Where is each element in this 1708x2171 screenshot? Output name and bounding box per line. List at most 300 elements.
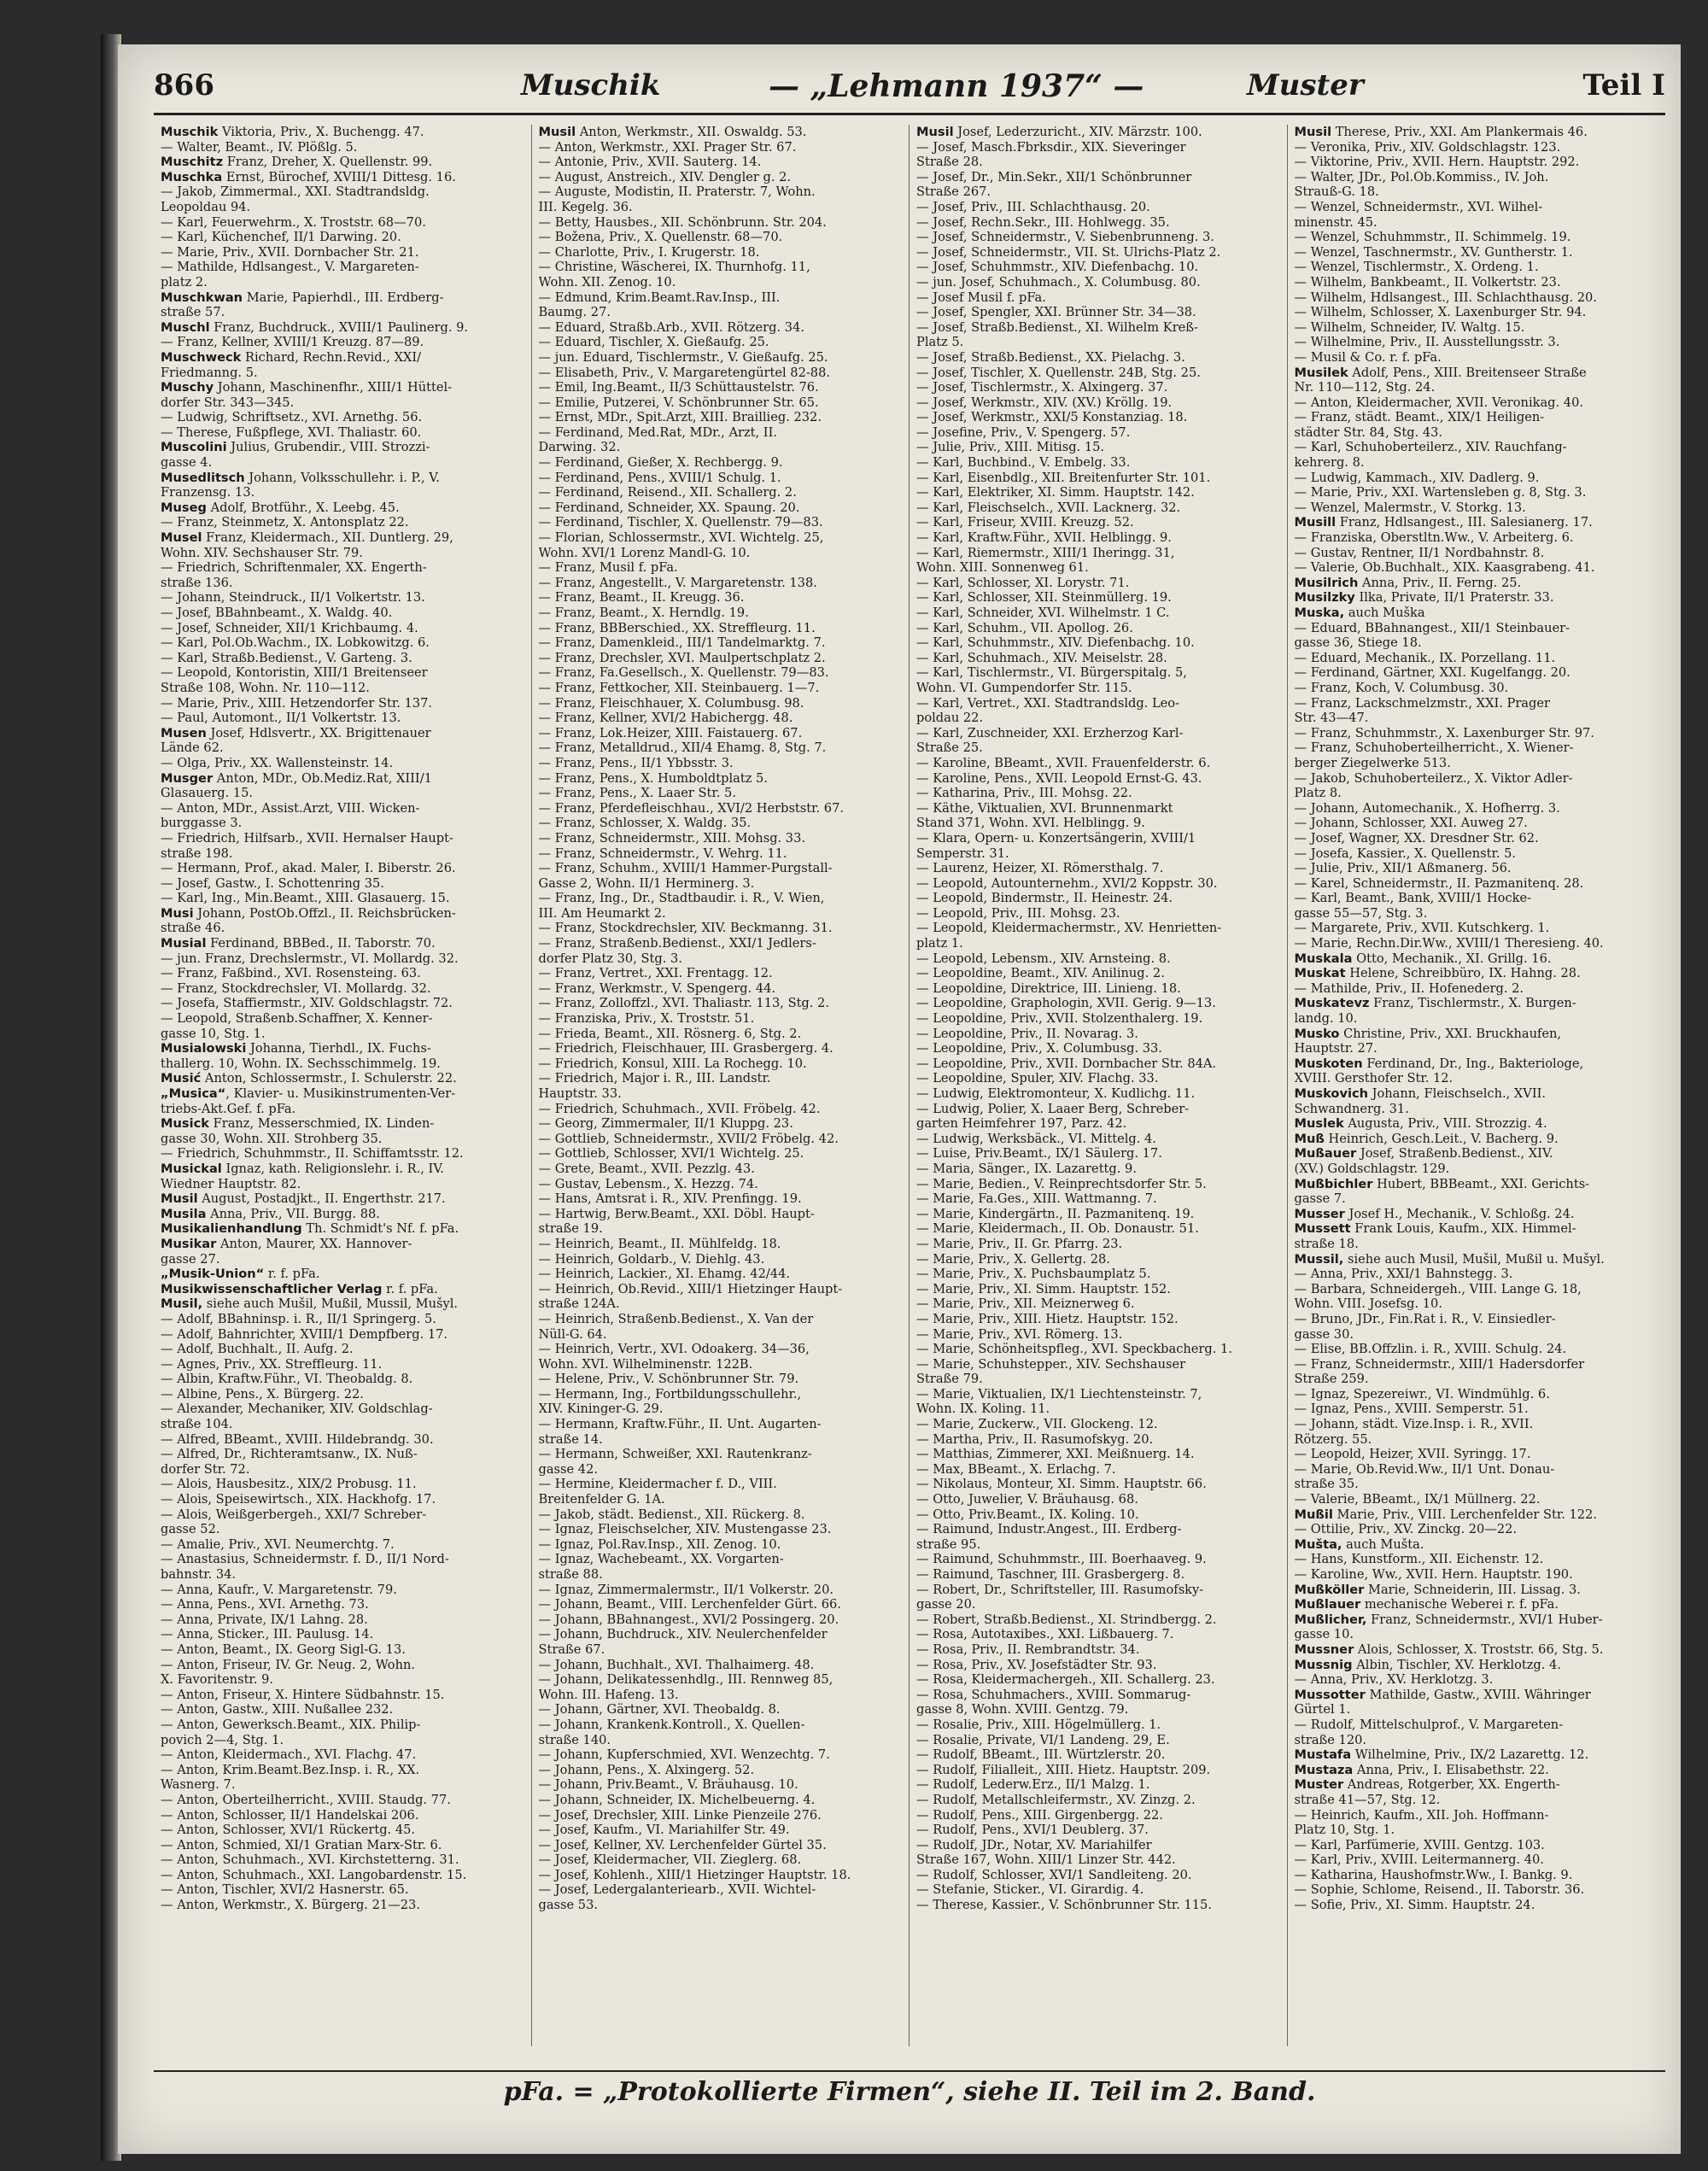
entry-text: — Anna, Sticker., III. Paulusg. 14. — [161, 1627, 374, 1642]
entry-text: — Friedrich, Schuhmach., XVII. Fröbelg. 42. — [538, 1101, 821, 1116]
directory-entry — [161, 846, 524, 862]
directory-entry — [916, 1763, 1280, 1778]
entry-surname: Muskovich — [1294, 1086, 1368, 1101]
entry-text: — Josef, Schuhmmstr., XIV. Diefenbachg. 10. — [916, 260, 1199, 275]
entry-text: — Josef, Kellner, XV. Lerchenfelder Gürtel 35. — [538, 1837, 827, 1852]
entry-text: Johann, Maschinenfhr., XIII/1 Hüttel- — [214, 380, 453, 395]
directory-entry — [161, 260, 524, 275]
directory-entry — [539, 1868, 903, 1883]
directory-entry — [916, 546, 1280, 561]
entry-text: — Alfred, BBeamt., XVIII. Hildebrandg. 30. — [161, 1431, 434, 1447]
entry-text: — Florian, Schlossermstr., XVI. Wichtelg. 25, — [538, 530, 824, 546]
directory-entry — [539, 440, 903, 455]
directory-entry — [539, 305, 903, 320]
entry-text: — Rudolf, Pens., XIII. Girgenbergg. 22. — [916, 1807, 1163, 1823]
entry-text: gasse 8, Wohn. XVIII. Gentzg. 79. — [916, 1702, 1129, 1717]
directory-entry — [1295, 1342, 1659, 1357]
entry-surname: Museg — [161, 500, 207, 515]
entry-text: — Franz, Fleischhauer, X. Columbusg. 98. — [538, 695, 804, 711]
directory-entry — [1295, 1507, 1659, 1523]
directory-entry — [161, 200, 524, 215]
entry-text: Straße 79. — [916, 1372, 983, 1387]
directory-entry — [539, 681, 903, 696]
directory-entry — [161, 1537, 524, 1553]
entry-text: — Johann, Buchhalt., XVI. Thalhaimerg. 48. — [538, 1657, 815, 1672]
directory-entry — [161, 530, 524, 546]
directory-entry — [539, 275, 903, 290]
column-2 — [532, 125, 910, 2046]
directory-entry — [1295, 1492, 1659, 1507]
entry-text: — Marie, Schönheitspfleg., XVI. Speckbacherg. 1. — [916, 1342, 1232, 1357]
entry-text: Adolf, Pens., XIII. Breitenseer Straße — [1348, 365, 1587, 380]
directory-entry — [161, 1011, 524, 1027]
directory-entry — [916, 665, 1280, 681]
directory-entry — [539, 1642, 903, 1658]
entry-text: — Rosalie, Private, VI/1 Landeng. 29, E. — [916, 1732, 1170, 1747]
directory-entry — [1295, 305, 1659, 320]
directory-entry — [1295, 184, 1659, 200]
directory-entry — [539, 711, 903, 726]
entry-text: Lände 62. — [161, 740, 224, 756]
directory-entry — [161, 756, 524, 771]
directory-entry — [161, 1522, 524, 1537]
directory-entry — [161, 1658, 524, 1673]
directory-entry — [916, 696, 1280, 711]
directory-entry — [1295, 1177, 1659, 1192]
entry-text: — Karoline, Pens., XVII. Leopold Ernst-G. 43. — [916, 770, 1202, 786]
entry-text: Str. 43—47. — [1294, 711, 1369, 726]
entry-text: gasse 53. — [538, 1898, 599, 1913]
directory-entry — [1295, 230, 1659, 245]
directory-entry — [161, 215, 524, 231]
entry-text: — Marie, Priv., XVI. Römerg. 13. — [916, 1326, 1123, 1342]
directory-entry — [916, 1522, 1280, 1537]
entry-text: — Margarete, Priv., XVII. Kutschkerg. 1. — [1294, 921, 1550, 936]
entry-surname: Muschkwan — [161, 290, 243, 305]
directory-entry — [539, 1492, 903, 1507]
directory-entry — [916, 560, 1280, 576]
directory-entry — [1295, 831, 1659, 846]
directory-entry — [539, 861, 903, 876]
directory-entry — [539, 726, 903, 741]
entry-text: — Rudolf, Mittelschulprof., V. Margareten- — [1294, 1717, 1564, 1732]
entry-text: — Gottlieb, Schlosser, XVI/1 Wichtelg. 25. — [538, 1146, 804, 1162]
entry-text: — Bruno, JDr., Fin.Rat i. R., V. Einsiedler- — [1294, 1311, 1556, 1326]
entry-text: Ignaz, kath. Religionslehr. i. R., IV. — [221, 1161, 444, 1176]
entry-text: — Karl, Schneider, XVI. Wilhelmstr. 1 C. — [916, 606, 1170, 620]
directory-entry — [539, 546, 903, 561]
directory-entry — [539, 410, 903, 425]
directory-entry — [539, 590, 903, 606]
entry-text: — Leopoldine, Priv., X. Columbusg. 33. — [916, 1041, 1162, 1056]
entry-text: — Heinrich, Lackier., XI. Ehamg. 42/44. — [538, 1267, 790, 1282]
directory-entry — [1295, 560, 1659, 576]
entry-text: — Wenzel, Malermstr., V. Storkg. 13. — [1294, 500, 1526, 515]
directory-entry — [1295, 1672, 1659, 1688]
directory-entry — [539, 215, 903, 231]
entry-text: straße 46. — [161, 921, 225, 936]
entry-text: berger Ziegelwerke 513. — [1294, 755, 1451, 770]
entry-text: — Josef, Ledergalanteriearb., XVII. Wichtel- — [538, 1882, 816, 1898]
directory-entry — [161, 816, 524, 831]
entry-text: gasse 36, Stiege 18. — [1294, 635, 1422, 651]
entry-text: — Raimund, Industr.Angest., III. Erdberg- — [916, 1522, 1182, 1537]
directory-entry — [161, 936, 524, 951]
entry-text: — Hermann, Prof., akad. Maler, I. Biberstr. 26. — [161, 861, 456, 876]
directory-entry — [539, 1041, 903, 1056]
directory-entry — [161, 1041, 524, 1056]
entry-text: — Karel, Schneidermstr., II. Pazmanitenq. 28. — [1294, 875, 1584, 891]
entry-text: Marie, Schneiderin, III. Lissag. 3. — [1364, 1582, 1581, 1597]
directory-entry — [161, 696, 524, 711]
entry-text: — Georg, Zimmermaler, II/1 Kluppg. 23. — [538, 1116, 793, 1132]
entry-text: — Friedrich, Schuhmmstr., II. Schiffamtsstr. 12. — [161, 1146, 464, 1162]
directory-entry — [161, 1763, 524, 1778]
directory-entry — [1295, 891, 1659, 906]
entry-text: — Elisabeth, Priv., V. Margaretengürtel 82-88. — [538, 365, 830, 380]
directory-entry — [916, 651, 1280, 666]
directory-entry — [1295, 1583, 1659, 1598]
entry-text: — Olga, Priv., XX. Wallensteinstr. 14. — [161, 755, 394, 770]
directory-entry — [539, 184, 903, 200]
entry-text: — Katharina, Priv., III. Mohsg. 22. — [916, 786, 1132, 801]
entry-surname: Musila — [161, 1206, 207, 1221]
entry-text: — Marie, Bedien., V. Reinprechtsdorfer Str. 5. — [916, 1176, 1207, 1191]
entry-text: straße 88. — [538, 1567, 603, 1582]
entry-surname: Muscolini — [161, 440, 227, 455]
entry-text: — Karl, Riemermstr., XIII/1 Iheringg. 31, — [916, 545, 1175, 560]
directory-entry — [1295, 635, 1659, 651]
directory-entry — [161, 1447, 524, 1462]
entry-text: — Anton, Friseur, X. Hintere Südbahnstr. 15. — [161, 1687, 445, 1702]
entry-text: — Franz, Schuhmmstr., X. Laxenburger Str. 97. — [1294, 725, 1594, 740]
entry-text: Semperstr. 31. — [916, 846, 1009, 861]
entry-text: — Karl, Tischlermstr., VI. Bürgerspitalg. 5, — [916, 665, 1187, 681]
entry-text: — Josef, Straßb.Bedienst., XX. Pielachg. 3. — [916, 349, 1185, 365]
directory-entry — [916, 1372, 1280, 1387]
directory-entry — [916, 515, 1280, 530]
directory-entry — [1295, 1763, 1659, 1778]
directory-entry — [539, 906, 903, 922]
directory-entry — [1295, 1642, 1659, 1658]
entry-text: — Josef, Schneidermstr., V. Siebenbrunneng. 3. — [916, 230, 1214, 245]
directory-entry — [539, 1162, 903, 1177]
directory-entry — [539, 1522, 903, 1537]
entry-text: — Rudolf, BBeamt., III. Würtzlerstr. 20. — [916, 1747, 1166, 1763]
directory-entry — [1295, 696, 1659, 711]
column-4 — [1288, 125, 1666, 2046]
directory-entry — [916, 1401, 1280, 1417]
directory-entry — [1295, 1401, 1659, 1417]
entry-text: — Karl, Friseur, XVIII. Kreuzg. 52. — [916, 515, 1134, 530]
directory-entry — [916, 711, 1280, 726]
directory-entry — [539, 1852, 903, 1868]
directory-entry — [1295, 1597, 1659, 1612]
directory-entry — [916, 410, 1280, 425]
entry-text: Wohn. XIV. Sechshauser Str. 79. — [161, 545, 363, 560]
entry-text: III. Kegelg. 36. — [538, 199, 633, 214]
directory-entry — [161, 560, 524, 576]
directory-entry — [1295, 590, 1659, 606]
entry-text: — Walter, JDr., Pol.Ob.Kommiss., IV. Joh. — [1294, 169, 1549, 184]
directory-entry — [161, 1056, 524, 1072]
directory-entry — [161, 906, 524, 922]
entry-text: straße 19. — [538, 1221, 603, 1237]
directory-page — [118, 44, 1681, 2154]
directory-entry — [1295, 1777, 1659, 1793]
directory-entry — [1295, 936, 1659, 951]
directory-entry — [161, 861, 524, 876]
entry-text: Otto, Mechanik., XI. Grillg. 16. — [1352, 951, 1552, 966]
entry-text: — Josef, Kohlenh., XIII/1 Hietzinger Hauptstr. 18. — [538, 1867, 851, 1882]
directory-entry — [539, 996, 903, 1011]
entry-text: — Marie, Priv., II. Gr. Pfarrg. 23. — [916, 1236, 1123, 1251]
entry-text: — Franz, Pens., X. Humboldtplatz 5. — [538, 770, 768, 786]
entry-text: — Wenzel, Tischlermstr., X. Ordeng. 1. — [1294, 260, 1539, 275]
entry-text: — Käthe, Viktualien, XVI. Brunnenmarkt — [916, 800, 1173, 816]
directory-entry — [1295, 125, 1659, 140]
entry-surname: Muschy — [161, 380, 214, 395]
directory-entry — [539, 335, 903, 350]
entry-text: — Franz, städt. Beamt., XIX/1 Heiligen- — [1294, 410, 1545, 425]
directory-entry — [539, 921, 903, 936]
entry-text: — Ignaz, Pens., XVIII. Semperstr. 51. — [1294, 1401, 1529, 1417]
entry-text: — Johann, Pens., X. Alxingerg. 52. — [538, 1762, 755, 1777]
directory-entry — [161, 245, 524, 260]
directory-entry — [161, 1116, 524, 1132]
directory-entry — [916, 876, 1280, 892]
entry-text: — Josef, Priv., III. Schlachthausg. 20. — [916, 199, 1150, 214]
directory-entry — [1295, 1462, 1659, 1478]
directory-entry — [539, 606, 903, 621]
directory-entry — [1295, 996, 1659, 1011]
directory-entry — [161, 1071, 524, 1086]
entry-text: — Helene, Priv., V. Schönbrunner Str. 79. — [538, 1372, 799, 1387]
entry-text: mechanische Weberei r. f. pFa. — [1360, 1597, 1559, 1612]
entry-text: Wohn. XII. Zenog. 10. — [538, 274, 676, 290]
directory-entry — [916, 275, 1280, 290]
entry-text: auch Mušta. — [1342, 1536, 1424, 1552]
directory-entry — [916, 756, 1280, 771]
entry-text: — Marie, Priv., XIII. Hietz. Hauptstr. 152. — [916, 1311, 1179, 1326]
entry-text: — Karl, Kraftw.Führ., XVII. Helblingg. 9. — [916, 530, 1172, 546]
entry-surname: Musikalienhandlung — [161, 1221, 302, 1237]
directory-entry — [161, 1132, 524, 1147]
directory-entry — [539, 1597, 903, 1612]
entry-surname: Mußbichler — [1294, 1176, 1373, 1191]
directory-entry — [1295, 621, 1659, 636]
entry-text: — Johann, Gärtner, XVI. Theobaldg. 8. — [538, 1702, 781, 1717]
directory-entry — [916, 1492, 1280, 1507]
directory-entry — [161, 1823, 524, 1838]
directory-entry — [916, 1702, 1280, 1717]
entry-text: — Leopold, Bindermstr., II. Heinestr. 24. — [916, 891, 1173, 906]
directory-entry — [161, 1342, 524, 1357]
directory-entry — [1295, 606, 1659, 621]
entry-text: — Leopoldine, Beamt., XIV. Anilinug. 2. — [916, 966, 1165, 981]
footer-note: pFa. = „Protokollierte Firmen“, siehe II. Teil im 2. Band. — [154, 2070, 1665, 2111]
directory-entry — [539, 1146, 903, 1162]
entry-text: — Anton, Gastw., XIII. Nußallee 232. — [161, 1702, 394, 1717]
directory-entry — [161, 1583, 524, 1598]
directory-entry — [1295, 861, 1659, 876]
directory-entry — [1295, 1808, 1659, 1823]
directory-entry — [539, 1102, 903, 1117]
right-keyword: Muster — [1247, 68, 1364, 102]
directory-entry — [539, 816, 903, 831]
entry-text: — Robert, Straßb.Bedienst., XI. Strindbergg. 2. — [916, 1612, 1217, 1627]
entry-surname: Muskat — [1294, 966, 1346, 981]
entry-text: — Rudolf, Schlosser, XVI/1 Sandleiteng. 20. — [916, 1867, 1192, 1882]
directory-entry — [1295, 1522, 1659, 1537]
directory-entry — [916, 861, 1280, 876]
entry-text: straße 41—57, Stg. 12. — [1294, 1792, 1441, 1807]
entry-text: — Marie, Priv., X. Gellertg. 28. — [916, 1251, 1110, 1267]
directory-entry — [161, 320, 524, 336]
entry-text: Viktoria, Priv., X. Buchengg. 47. — [218, 125, 424, 139]
entry-surname: Mussnig — [1294, 1657, 1353, 1672]
entry-text: Platz 10, Stg. 1. — [1294, 1823, 1395, 1838]
entry-text: — Marie, Fa.Ges., XIII. Wattmanng. 7. — [916, 1191, 1157, 1207]
directory-entry — [539, 801, 903, 816]
directory-entry — [539, 320, 903, 336]
directory-entry — [539, 1477, 903, 1492]
entry-text: — Karl, Beamt., Bank, XVIII/1 Hocke- — [1294, 891, 1532, 906]
directory-entry — [539, 485, 903, 500]
entry-surname: Mußlicher, — [1294, 1612, 1367, 1627]
entry-text: Wohn. III. Hafeng. 13. — [538, 1687, 679, 1702]
directory-entry — [539, 1071, 903, 1086]
entry-text: Ferdinand, Dr., Ing., Bakteriologe, — [1362, 1056, 1584, 1071]
entry-text: — Rudolf, Lederw.Erz., II/1 Malzg. 1. — [916, 1777, 1150, 1793]
entry-text: Friedmanng. 5. — [161, 365, 258, 380]
entry-text: — Karl, Schlosser, XII. Steinmüllerg. 19. — [916, 590, 1172, 606]
entry-text: Helene, Schreibbüro, IX. Hahng. 28. — [1345, 966, 1581, 981]
entry-text: — Johann, Krankenk.Kontroll., X. Quellen- — [538, 1717, 805, 1732]
directory-entry — [916, 440, 1280, 455]
directory-entry — [1295, 1898, 1659, 1913]
entry-text: — Franz, Angestellt., V. Margaretenstr. 138. — [538, 575, 817, 590]
directory-entry — [1295, 1838, 1659, 1853]
directory-entry — [916, 1071, 1280, 1086]
directory-entry — [539, 290, 903, 306]
entry-text: — Otto, Priv.Beamt., IX. Koling. 10. — [916, 1507, 1139, 1522]
entry-surname: Musko — [1294, 1026, 1340, 1041]
entry-text: Gasse 2, Wohn. II/1 Herminerg. 3. — [538, 875, 755, 891]
entry-text: — Franz, Schlosser, X. Waldg. 35. — [538, 816, 752, 831]
directory-entry — [1295, 740, 1659, 756]
entry-text: — Jakob, städt. Bedienst., XII. Rückerg. 8. — [538, 1507, 805, 1522]
entry-text: — Franz, Pens., II/1 Ybbsstr. 3. — [538, 755, 734, 770]
directory-entry — [1295, 726, 1659, 741]
directory-entry — [161, 1507, 524, 1523]
directory-entry — [916, 1282, 1280, 1297]
directory-entry — [539, 1823, 903, 1838]
directory-entry — [916, 366, 1280, 381]
entry-text: — Elise, BB.Offzlin. i. R., XVIII. Schulg. 24. — [1294, 1342, 1567, 1357]
directory-entry — [539, 1507, 903, 1523]
directory-entry — [1295, 1823, 1659, 1838]
entry-text: — Franz, Schneidermstr., XIII. Mohsg. 33. — [538, 830, 806, 846]
entry-text: — Gustav, Rentner, II/1 Nordbahnstr. 8. — [1294, 545, 1545, 560]
entry-text: — Josef, Schneider, XII/1 Krichbaumg. 4. — [161, 620, 418, 635]
directory-entry — [916, 155, 1280, 170]
directory-entry — [1295, 1221, 1659, 1237]
directory-entry — [539, 1191, 903, 1207]
directory-entry — [916, 1056, 1280, 1072]
entry-text: — Josef, Rechn.Sekr., III. Hohlwegg. 35. — [916, 214, 1170, 230]
entry-text: — Johann, Schneider, IX. Michelbeuerng. 4. — [538, 1792, 816, 1807]
entry-text: Josef, Straßenb.Bedienst., XIV. — [1356, 1146, 1553, 1162]
entry-text: — Alexander, Mechaniker, XIV. Goldschlag- — [161, 1401, 433, 1417]
directory-entry — [161, 1838, 524, 1853]
directory-entry — [161, 1327, 524, 1343]
directory-entry — [539, 621, 903, 636]
directory-entry — [1295, 200, 1659, 215]
directory-entry — [161, 651, 524, 666]
entry-text: Schwandnerg. 31. — [1294, 1101, 1409, 1116]
entry-text: — Rosalie, Priv., XIII. Högelmüllerg. 1. — [916, 1717, 1161, 1732]
directory-entry — [161, 290, 524, 306]
directory-entry — [916, 1733, 1280, 1748]
entry-text: — Johann, BBahnangest., XVI/2 Possingerg. 20. — [538, 1612, 839, 1627]
directory-entry — [539, 1237, 903, 1252]
entry-text: — Karl, Fleischselch., XVII. Lacknerg. 32. — [916, 500, 1181, 515]
entry-text: Franz, Dreher, X. Quellenstr. 99. — [223, 155, 433, 170]
directory-entry — [539, 380, 903, 395]
directory-entry — [539, 425, 903, 441]
directory-entry — [916, 1868, 1280, 1883]
entry-text: Christine, Priv., XXI. Bruckhaufen, — [1339, 1026, 1562, 1041]
entry-text: — Franz, Beamt., X. Herndlg. 19. — [538, 606, 749, 620]
directory-entry — [161, 576, 524, 591]
directory-entry — [916, 966, 1280, 981]
entry-text: Wohn. VI. Gumpendorfer Str. 115. — [916, 680, 1132, 695]
entry-text: straße 198. — [161, 846, 233, 861]
directory-entry — [161, 996, 524, 1011]
directory-entry — [539, 1417, 903, 1432]
directory-entry — [1295, 1387, 1659, 1402]
entry-text: — Eduard, BBahnangest., XII/1 Steinbauer- — [1294, 620, 1571, 635]
directory-entry — [916, 485, 1280, 500]
entry-text: — Johann, Beamt., VIII. Lerchenfelder Gürt. 66. — [538, 1597, 841, 1612]
directory-entry — [916, 1552, 1280, 1567]
entry-text: — Heinrich, Kaufm., XII. Joh. Hoffmann- — [1294, 1807, 1549, 1823]
entry-surname: Musil — [1294, 125, 1332, 139]
entry-text: — Laurenz, Heizer, XI. Römersthalg. 7. — [916, 861, 1164, 876]
directory-entry — [539, 1882, 903, 1898]
entry-text: Wohn. XVI/1 Lorenz Mandl-G. 10. — [538, 545, 751, 560]
directory-entry — [916, 1642, 1280, 1658]
directory-entry — [916, 1597, 1280, 1612]
entry-text: — Nikolaus, Monteur, XI. Simm. Hauptstr. 66. — [916, 1477, 1207, 1492]
entry-text: — Alois, Speisewirtsch., XIX. Hackhofg. 17. — [161, 1492, 436, 1507]
entry-text: — Karl, Feuerwehrm., X. Troststr. 68—70. — [161, 214, 426, 230]
entry-text: — Franz, Pferdefleischhau., XVI/2 Herbststr. 67. — [538, 800, 845, 816]
entry-text: — Johann, Schlosser, XXI. Auweg 27. — [1294, 816, 1528, 831]
directory-entry — [539, 696, 903, 711]
entry-surname: Musial — [161, 936, 207, 951]
directory-entry — [161, 966, 524, 981]
directory-entry — [161, 1162, 524, 1177]
directory-entry — [539, 1252, 903, 1267]
directory-entry — [539, 1401, 903, 1417]
entry-surname: Mušta, — [1294, 1536, 1342, 1552]
entry-text: — Adolf, Bahnrichter, XVIII/1 Dempfberg. 17. — [161, 1326, 448, 1342]
entry-surname: Mußil — [1294, 1507, 1333, 1522]
directory-entry — [161, 1267, 524, 1282]
entry-text: Wohn. VIII. Josefsg. 10. — [1294, 1296, 1442, 1312]
